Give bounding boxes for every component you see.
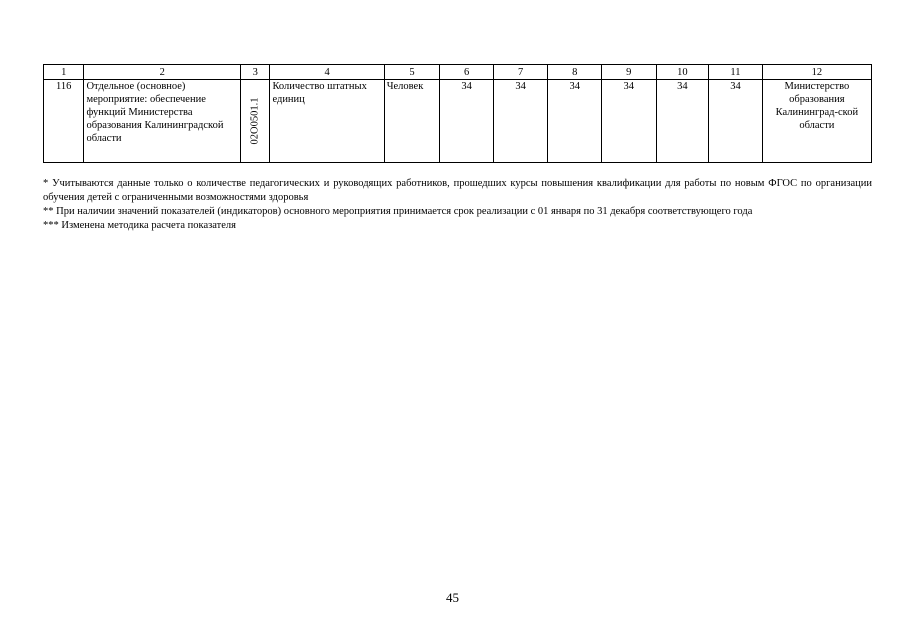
column-number: 7 [493, 65, 548, 80]
footnote: ** При наличии значений показателей (индикаторов) основного мероприятия принимается срок реализации с 01 января по 31 декабря соответствующего года [43, 206, 753, 217]
column-number-row [44, 65, 872, 80]
column-number: 3 [241, 65, 270, 80]
value-cell: 34 [548, 80, 602, 163]
value-cell: 34 [656, 80, 709, 163]
activity-cell: Отдельное (основное) мероприятие: обеспечение функций Министерства образования Калининградской области [84, 80, 241, 163]
column-number: 10 [656, 65, 709, 80]
footnote: * Учитываются данные только о количестве педагогических и руководящих работников, прошедших курсы повышения квалификации для работы по новым ФГОС по организации обучения детей с ограниченными возможностями здоровья [43, 178, 872, 203]
column-number: 11 [709, 65, 763, 80]
value-cell: 34 [602, 80, 657, 163]
column-number: 4 [270, 65, 384, 80]
activity-code: 02O0501.1 [249, 97, 261, 145]
indicator-cell: Количество штатных единиц [270, 80, 384, 163]
value-cell: 34 [493, 80, 548, 163]
responsible-cell: Министерство образования Калининград-ской области [762, 80, 871, 163]
column-number: 5 [384, 65, 440, 80]
column-number: 1 [44, 65, 84, 80]
column-number: 2 [84, 65, 241, 80]
indicators-table [43, 64, 872, 163]
column-number: 9 [602, 65, 657, 80]
row-index: 116 [44, 80, 84, 163]
page-number: 45 [446, 590, 459, 605]
column-number: 8 [548, 65, 602, 80]
column-number: 12 [762, 65, 871, 80]
table-row [44, 80, 872, 163]
value-cell: 34 [440, 80, 494, 163]
column-number: 6 [440, 65, 494, 80]
footnotes [43, 177, 872, 233]
code-cell [241, 80, 270, 163]
footnote: *** Изменена методика расчета показателя [43, 220, 236, 231]
value-cell: 34 [709, 80, 763, 163]
unit-cell: Человек [384, 80, 440, 163]
